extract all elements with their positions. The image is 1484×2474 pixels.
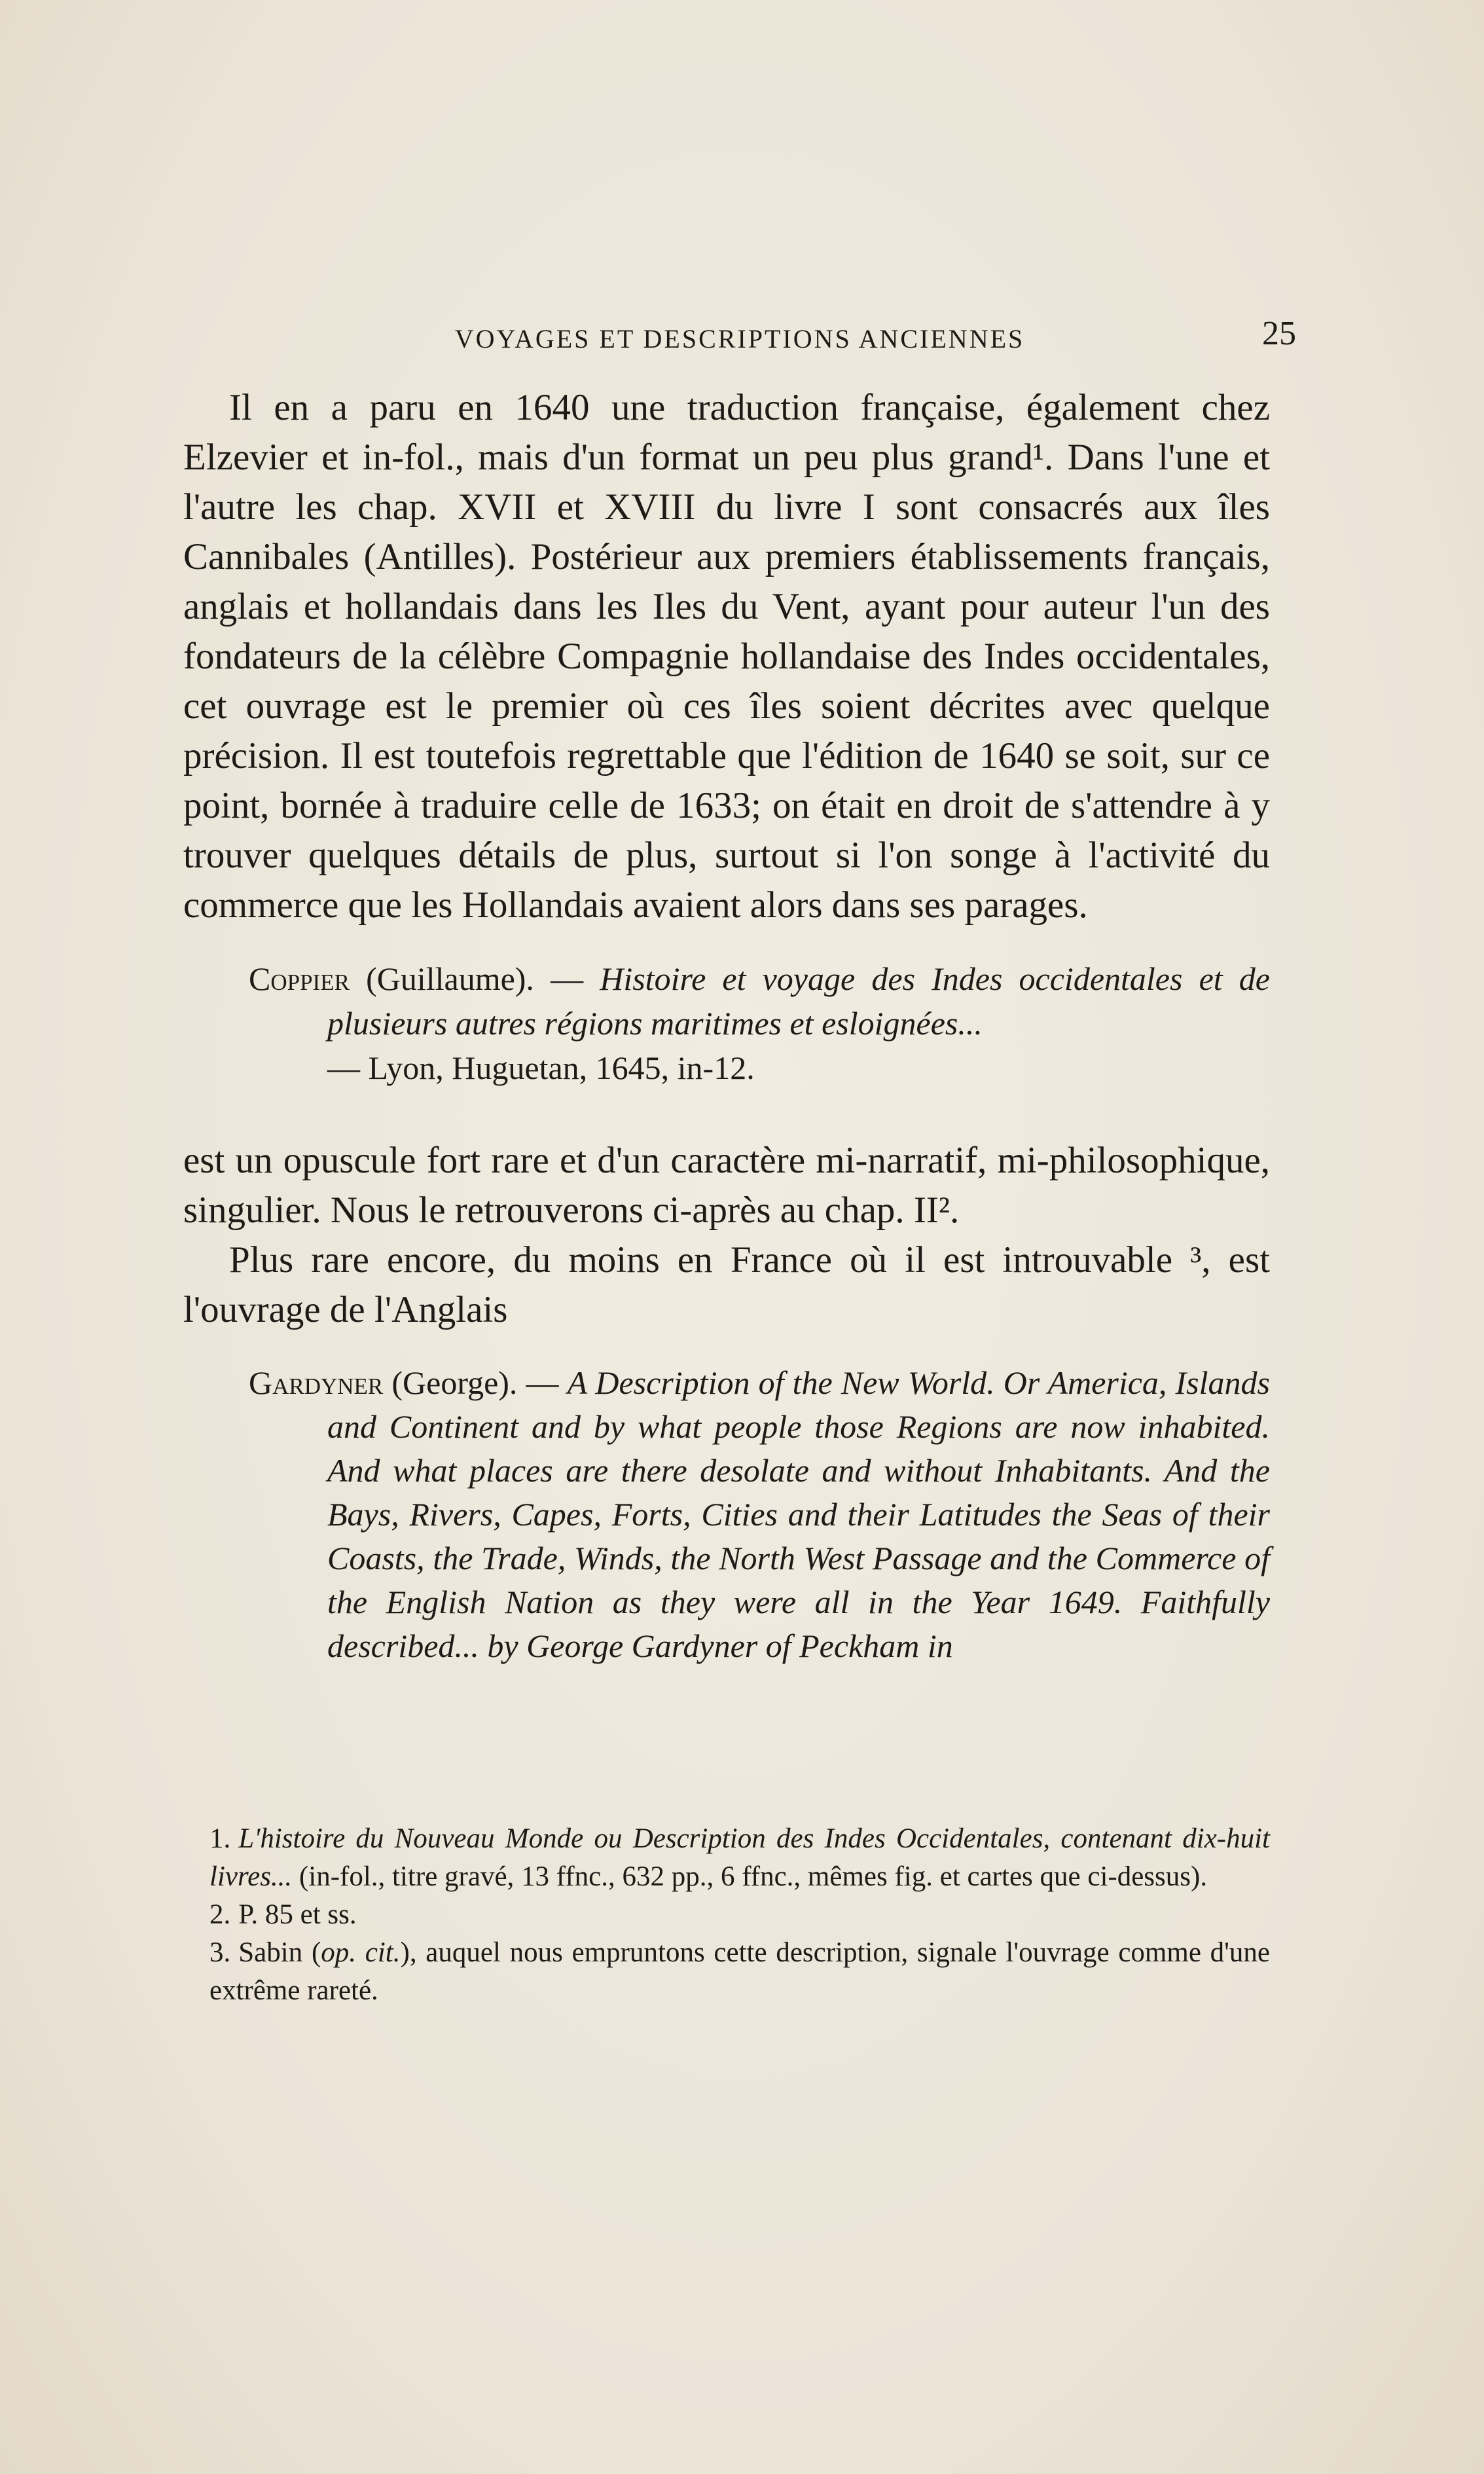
footnotes <box>183 1820 1270 2010</box>
footnote-number: 3. <box>209 1937 231 1968</box>
footnote-2 <box>183 1896 1270 1934</box>
entry-author-details: (George). — <box>383 1364 568 1401</box>
footnote-text-before: Sabin ( <box>238 1937 321 1968</box>
entry-title: Histoire et voyage des Indes occidentales et de plusieurs autres régions maritimes et esloignées... <box>327 960 1270 1042</box>
footnote-title: L'histoire du Nouveau Monde ou Description des Indes Occidentales, contenant dix-huit livres... <box>209 1823 1270 1892</box>
paragraph-1: Il en a paru en 1640 une traduction française, également chez Elzevier et in-fol., mais d'un format un peu plus grand¹. Dans l'une et l'autre les chap. XVII et XVIII du livre I sont consacrés aux îles Cannibales (Antilles). Postérieur aux premiers établissements français, anglais et hollandais dans les Iles du Vent, ayant pour auteur l'un des fondateurs de la célèbre Compagnie hollandaise des Indes occidentales, cet ouvrage est le premier où ces îles soient décrites avec quelque précision. Il est toutefois regrettable que l'édition de 1640 se soit, sur ce point, bornée à traduire celle de 1633; on était en droit de s'attendre à y trouver quelques détails de plus, surtout si l'on songe à l'activité du commerce que les Hollandais avaient alors dans ses parages. <box>183 387 1270 926</box>
entry-author: Coppier <box>249 960 350 997</box>
page-number: 25 <box>1262 315 1296 352</box>
page-header <box>183 314 1296 367</box>
paragraph-2: est un opuscule fort rare et d'un caractère mi-narratif, mi-philosophique, singulier. Nous le retrouverons ci-après au chap. II². <box>183 1140 1270 1231</box>
footnote-text: P. 85 et ss. <box>238 1899 357 1930</box>
footnote-1 <box>183 1820 1270 1896</box>
footnote-number: 2. <box>209 1899 231 1930</box>
entry-title: A Description of the New World. Or America, Islands and Continent and by what people those Regions are now inhabited. And what places are there desolate and without Inhabitants. And the Bays, Rivers, Capes, Forts, Cities and their Latitudes the Seas of their Coasts, the Trade, Winds, the North West Passage and the Commerce of the English Nation as they were all in the Year 1649. Faithfully described... by George Gardyner of Peckham in <box>327 1364 1270 1664</box>
running-title: VOYAGES ET DESCRIPTIONS ANCIENNES <box>454 324 1025 354</box>
entry-author-details: (Guillaume). — <box>349 960 600 997</box>
paragraph-3: Plus rare encore, du moins en France où il est introuvable ³, est l'ouvrage de l'Anglais <box>183 1239 1270 1330</box>
entry-author: Gardyner <box>249 1364 384 1401</box>
bibliographic-entry-coppier <box>183 956 1270 1090</box>
entry-imprint: — Lyon, Huguetan, 1645, in-12. <box>327 1049 755 1086</box>
bibliographic-entry-gardyner <box>183 1361 1270 1668</box>
footnote-text-after: ), auquel nous empruntons cette description, signale l'ouvrage comme d'une extrême rareté. <box>209 1937 1270 2006</box>
footnote-number: 1. <box>209 1823 231 1854</box>
footnote-3 <box>183 1934 1270 2010</box>
main-text <box>183 383 1270 1668</box>
footnote-citation: op. cit. <box>321 1937 401 1968</box>
footnote-text: (in-fol., titre gravé, 13 ffnc., 632 pp., 6 ffnc., mêmes fig. et cartes que ci-dessus). <box>292 1861 1208 1892</box>
